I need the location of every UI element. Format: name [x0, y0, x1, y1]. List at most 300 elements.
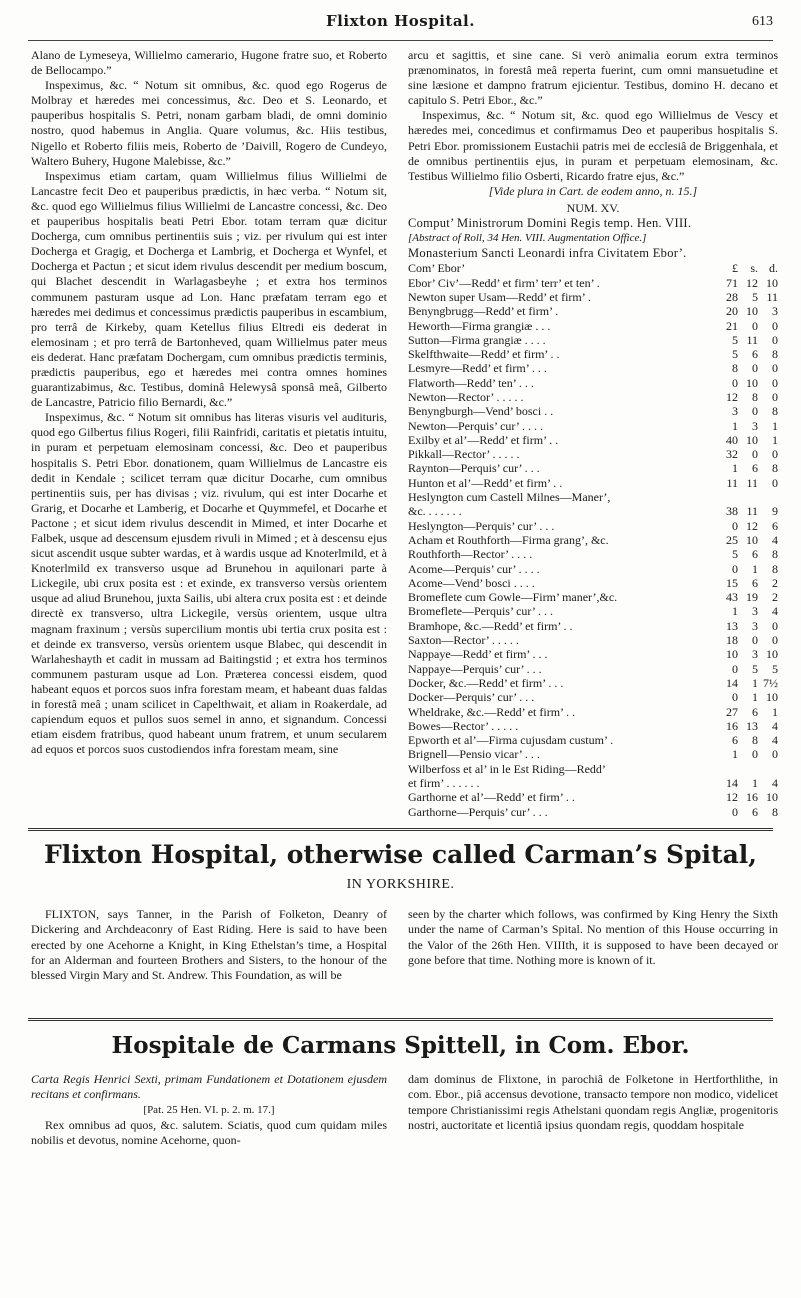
section1-title: Flixton Hospital, otherwise called Carman’s Spital,	[44, 840, 757, 869]
account-item-label: Wheldrake, &c.—Redd’ et firm’	[408, 704, 564, 719]
account-row	[408, 633, 778, 647]
account-pounds: 38	[726, 504, 738, 519]
account-item	[408, 662, 708, 676]
leader-dots: . . .	[521, 747, 540, 762]
account-item-label: Bromeflete cum Gowle—Firm’ maner’,&c.	[408, 590, 618, 605]
account-item-label: Benyngbrugg—Redd’ et firm’	[408, 304, 553, 319]
account-row	[408, 290, 778, 304]
account-row	[408, 776, 778, 790]
account-pence: 0	[772, 375, 778, 390]
section2-right-text	[408, 1072, 778, 1133]
account-item	[408, 361, 708, 375]
account-pounds: 40	[726, 432, 738, 447]
account-shillings: 0	[752, 318, 758, 333]
pounds-header: £	[732, 261, 738, 276]
account-pence: 1	[772, 432, 778, 447]
account-item	[408, 776, 708, 790]
account-pounds: 1	[732, 747, 738, 762]
leader-dots: .	[584, 289, 591, 304]
accounts-body	[408, 276, 778, 819]
account-row	[408, 476, 778, 490]
account-item-label: Epworth et al’—Firma cujusdam custum’	[408, 733, 608, 748]
account-row	[408, 376, 778, 390]
account-pence: 0	[772, 747, 778, 762]
left-paragraph: Inspeximus, &c. “ Notum sit omnibus has literas visuris vel audituris, quod ego Gilbertus filius Rogeri, filii Rainfridi, caritatis et pietatis intuitu, in puram et perpetuam elemosinam concessi, &c. Deo et pauperibus hospitalis S. Petri Ebor. donationem, quam Willielmus de Lancastre eis dedit in Kendale ; scilicet terram quæ dicitur Docarhe, cum omnibus pertinentiis suis, per has divisas ; viz. rivulum, qui est inter Docarhe et Grarig, et Docarhe et Lamberig, et Docarhe et Quymmefel, et Docarhe et Pactone ; et sicut idem rivulus descendit in Mimed, et inter Docarhe et Falbek, usque ad descensum ejusdem rivuli in Mimed ; et à descensu ejus sicut ascendit usque subter wardas, et à wardis usque ad Knoterlmild, et à Knoterlmild ex transverso usque ad Brunehou in aquilonari parte à Lickegile, ubi crux posita est : et exinde, ex transverso versùs orientem usque ad aliud Brunehou, juxta Sailis, ubi altera crux posita est : et deinde directè ex transverso, ultra Lickegile, versùs orientem, usque ultra magnam fraxinum ; versùs supercilium montis ubi tertia crux posita est : et deinde ex transverso, versùs orientem usque Blabec, qui descendit in Warlaheshayth et cadit in mussam ad Baitingstid ; et extra hos terminos communem pasturam usque ad Lon. Præterea concessi eisdem, quod habeant equos et porcos suos infra forestam meam, et habeant duas faldas in forestâ meâ ; unam scilicet in Capelthwait, et aliam in Roakerdale, ad capiendum equos et pullos suos semel in anno, et signandum. Concessi etiam eisdem fratribus, quod habeant unum fratrem, et unum secularem ad equos et porcos suos custodiendos infra forestam meam, sine	[31, 410, 387, 757]
account-pounds: 11	[726, 475, 738, 490]
account-pounds: 18	[726, 633, 738, 648]
account-row	[408, 690, 778, 704]
account-item	[408, 676, 708, 690]
account-item-label: Newton super Usam—Redd’ et firm’	[408, 289, 585, 304]
account-pence: 9	[772, 504, 778, 519]
account-item-label: Brignell—Pensio vicar’	[408, 747, 522, 762]
account-row	[408, 762, 778, 776]
account-item	[408, 690, 708, 704]
account-pence: 0	[772, 618, 778, 633]
account-pence: 10	[766, 275, 778, 290]
account-item	[408, 404, 708, 418]
account-row	[408, 519, 778, 533]
account-pence: 10	[766, 690, 778, 705]
account-pounds: 10	[726, 647, 738, 662]
account-pence	[758, 490, 778, 504]
account-pounds: 0	[732, 561, 738, 576]
account-row	[408, 504, 778, 518]
account-pounds: 12	[726, 389, 738, 404]
left-paragraph: Inspeximus, &c. “ Notum sit omnibus, &c. quod ego Rogerus de Molbray et hæredes mei concessimus, &c. Deo et S. Leonardo, et pauperibus hospitalis S. Petri, nonam garbam bladi, de omni dominio nostro, quod habemus in Anglia. Quare volumus, &c. Hiis testibus, Nigello et Roberto filiis meis, Roberto de ’Daivill, Rogero de Cundeyo, Waltero Buhery, Hugone Malebisse, &c.”	[31, 78, 387, 168]
num-heading: NUM. XV.	[566, 200, 620, 215]
account-item	[408, 790, 708, 804]
account-pounds: 0	[732, 518, 738, 533]
account-shillings: 10	[746, 304, 758, 319]
account-pence: 0	[772, 318, 778, 333]
charter-text-cont: dam dominus de Flixtone, in parochiâ de Folketone in Hertforthlithe, in com. Ebor., piâ accensus devotione, transacto tempore non modico, videlicet tempore Christianissimi regis Athelstani quondam regis Angliæ, progenitoris nostri, auctoritate et licentiâ ipsius quondam regis, quoddam hospitale	[408, 1072, 778, 1132]
account-pence: 4	[772, 733, 778, 748]
account-item-label: Ebor’ Civ’—Redd’ et firm’ terr’ et ten’	[408, 275, 594, 290]
account-pence: 10	[766, 647, 778, 662]
charter-caption: Carta Regis Henrici Sexti, primam Fundationem et Dotationem ejusdem recitans et confirmans.	[31, 1072, 387, 1102]
account-item-label: Nappaye—Perquis’ cur’	[408, 661, 524, 676]
account-item-label: &c.	[408, 504, 426, 519]
account-pounds: 1	[732, 461, 738, 476]
leader-dots: . .	[560, 618, 573, 633]
leader-dots: . . . . .	[488, 718, 519, 733]
account-pounds: 0	[732, 375, 738, 390]
account-item	[408, 576, 708, 590]
account-item	[408, 519, 708, 533]
section-divider	[28, 828, 773, 831]
account-item-label: et firm’	[408, 776, 444, 790]
account-item	[408, 333, 708, 347]
leader-dots: . . .	[528, 361, 547, 376]
leader-dots: .	[607, 733, 614, 748]
account-item-label: Nappaye—Redd’ et firm’	[408, 647, 530, 662]
account-shillings: 13	[746, 718, 758, 733]
account-shillings: 0	[752, 361, 758, 376]
account-item-label: Exilby et al’—Redd’ et firm’	[408, 432, 547, 447]
account-shillings: 1	[752, 675, 758, 690]
account-row	[408, 676, 778, 690]
account-item-label: Newton—Perquis’ cur’	[408, 418, 519, 433]
account-pounds: 16	[726, 718, 738, 733]
account-pence: 0	[772, 447, 778, 462]
account-item	[408, 476, 708, 490]
leader-dots: .	[552, 304, 559, 319]
account-item	[408, 276, 708, 290]
page-number: 613	[752, 14, 773, 29]
account-item	[408, 433, 708, 447]
account-pence: 0	[772, 475, 778, 490]
account-item-label: Acome—Perquis’ cur’	[408, 561, 516, 576]
account-row	[408, 433, 778, 447]
account-shillings: 0	[752, 747, 758, 762]
account-item-label: Docker, &c.—Redd’ et firm’	[408, 675, 546, 690]
flixton-paragraph-cont: seen by the charter which follows, was confirmed by King Henry the Sixth under the name of Carman’s Spital. No mention of this House occurring in the Valor of the 26th Hen. VIIIth, it is supposed to have been decayed or gone before that time. Nothing more is known of it.	[408, 907, 778, 967]
account-pounds: 43	[726, 590, 738, 605]
leader-dots: . . . .	[518, 418, 543, 433]
account-shillings	[738, 490, 758, 504]
leader-dots: . .	[550, 475, 563, 490]
leader-dots: . .	[546, 432, 559, 447]
account-pence: 4	[772, 718, 778, 733]
account-shillings: 5	[752, 289, 758, 304]
account-pounds	[708, 490, 738, 504]
account-shillings: 0	[752, 447, 758, 462]
account-item-label: Pikkall—Rector’	[408, 447, 490, 462]
account-item	[408, 747, 708, 761]
account-pounds: 0	[732, 804, 738, 819]
account-shillings: 8	[752, 733, 758, 748]
account-item-label: Bramhope, &c.—Redd’ et firm’	[408, 618, 561, 633]
account-item	[408, 447, 708, 461]
account-pounds: 5	[732, 347, 738, 362]
account-shillings: 10	[746, 532, 758, 547]
leader-dots: .	[593, 275, 600, 290]
account-shillings: 1	[752, 690, 758, 705]
right-column	[408, 48, 778, 819]
account-item-label: Garthorne—Perquis’ cur’	[408, 804, 530, 819]
account-item-label: Wilberfoss et al’ in le Est Riding—Redd’	[408, 761, 606, 776]
account-shillings: 0	[752, 404, 758, 419]
account-row	[408, 304, 778, 318]
account-row	[408, 562, 778, 576]
account-item	[408, 733, 708, 747]
account-row	[408, 533, 778, 547]
right-paragraph: Inspeximus, &c. “ Notum sit, &c. quod ego Willielmus de Vescy et hæredes mei, concedimus et confirmamus Deo et pauperibus hospitalis S. Petri Ebor. promissionem Eustachii patris mei de ecclesiâ de Briggenhala, et de omnibus pertinentiis ejus, in puram et perpetuam elemosinam, &c. Testibus Willielmo filio Osberti, Ricardo fratre ejus, &c.”	[408, 108, 778, 183]
account-pence: 8	[772, 347, 778, 362]
account-item	[408, 547, 708, 561]
leader-dots: . . .	[534, 604, 553, 619]
account-pence: 0	[772, 389, 778, 404]
account-item	[408, 319, 708, 333]
monasterium-heading: Monasterium Sancti Leonardi infra Civitatem Ebor’.	[408, 246, 687, 261]
account-shillings: 6	[752, 347, 758, 362]
account-shillings: 12	[746, 275, 758, 290]
leader-dots: . . . .	[510, 575, 535, 590]
account-item-label: Flatworth—Redd’ ten’	[408, 375, 516, 390]
leader-dots: . . .	[545, 675, 564, 690]
account-pounds: 3	[732, 404, 738, 419]
right-intro: arcu et sagittis, et sine cane. Si verò animalia eorum extra terminos prænominatos, in forestâ meâ reperta fuerint, cum omni mansuetudine et sine læsione et dampno fratrum ejicientur. Testibus, domino H. decano et capitulo S. Petri Ebor., &c.”	[408, 48, 778, 108]
account-pounds: 21	[726, 318, 738, 333]
account-item-label: Garthorne et al’—Redd’ et firm’	[408, 790, 563, 805]
account-item	[408, 705, 708, 719]
account-shillings: 6	[752, 804, 758, 819]
section2-title: Hospitale de Carmans Spittell, in Com. Ebor.	[111, 1032, 690, 1059]
account-row	[408, 619, 778, 633]
account-shillings: 16	[746, 790, 758, 805]
account-row	[408, 447, 778, 461]
account-pence: 2	[772, 590, 778, 605]
leader-dots: . . . . . .	[443, 776, 480, 790]
account-shillings: 10	[746, 375, 758, 390]
left-column	[31, 48, 387, 757]
account-shillings: 3	[752, 604, 758, 619]
account-shillings: 3	[752, 418, 758, 433]
account-item	[408, 604, 708, 618]
account-item	[408, 805, 708, 819]
account-row	[408, 790, 778, 804]
leader-dots: . . . . . .	[425, 504, 462, 519]
section-divider	[28, 1018, 773, 1021]
account-shillings: 3	[752, 618, 758, 633]
charter-reference: [Pat. 25 Hen. VI. p. 2. m. 17.]	[143, 1103, 275, 1116]
account-item	[408, 347, 708, 361]
account-pence: 8	[772, 804, 778, 819]
leader-dots: . .	[563, 704, 576, 719]
account-pounds: 71	[726, 275, 738, 290]
account-row	[408, 361, 778, 375]
account-item-label: Lesmyre—Redd’ et firm’	[408, 361, 529, 376]
account-row	[408, 333, 778, 347]
account-shillings: 1	[752, 776, 758, 790]
account-shillings: 3	[752, 647, 758, 662]
account-pence: 8	[772, 461, 778, 476]
account-pounds	[708, 762, 738, 776]
account-item	[408, 290, 708, 304]
account-row	[408, 404, 778, 418]
account-item	[408, 533, 708, 547]
account-pounds: 6	[732, 733, 738, 748]
account-shillings: 6	[752, 575, 758, 590]
account-shillings: 12	[746, 518, 758, 533]
account-item	[408, 461, 708, 475]
account-pounds: 15	[726, 575, 738, 590]
account-row	[408, 576, 778, 590]
account-pence: 8	[772, 547, 778, 562]
account-item-label: Bowes—Rector’	[408, 718, 489, 733]
account-item-label: Bromeflete—Perquis’ cur’	[408, 604, 535, 619]
accounts-table	[408, 261, 778, 819]
account-pence: 4	[772, 776, 778, 790]
leader-dots: . . .	[529, 647, 548, 662]
account-shillings: 19	[746, 590, 758, 605]
header-rule	[28, 40, 773, 41]
account-shillings: 10	[746, 432, 758, 447]
account-row	[408, 419, 778, 433]
account-item-label: Heworth—Firma grangiæ	[408, 318, 533, 333]
account-pence: 4	[772, 532, 778, 547]
account-pence: 8	[772, 404, 778, 419]
account-pounds: 8	[732, 361, 738, 376]
leader-dots: . . .	[523, 661, 542, 676]
account-pounds: 5	[732, 332, 738, 347]
leader-dots: . . .	[529, 804, 548, 819]
account-shillings: 0	[752, 633, 758, 648]
account-row	[408, 604, 778, 618]
account-shillings: 5	[752, 661, 758, 676]
account-row	[408, 733, 778, 747]
account-pence: 0	[772, 633, 778, 648]
leader-dots: . .	[547, 347, 560, 362]
account-pence: 3	[772, 304, 778, 319]
account-pounds: 14	[726, 776, 738, 790]
account-pence: 5	[772, 661, 778, 676]
account-pounds: 0	[732, 690, 738, 705]
account-pounds: 28	[726, 289, 738, 304]
page-header	[0, 0, 801, 40]
charter-text: Rex omnibus ad quos, &c. salutem. Sciatis, quod cum quidam miles nobilis et devotus, nomine Acehorne, quon-	[31, 1117, 387, 1148]
leader-dots: . . .	[536, 518, 555, 533]
leader-dots: . . . .	[521, 332, 546, 347]
account-pounds: 32	[726, 447, 738, 462]
account-item	[408, 647, 708, 661]
account-row	[408, 705, 778, 719]
account-pounds: 20	[726, 304, 738, 319]
account-pounds: 25	[726, 532, 738, 547]
account-item	[408, 390, 708, 404]
account-pounds: 27	[726, 704, 738, 719]
account-pounds: 0	[732, 661, 738, 676]
account-item	[408, 633, 708, 647]
account-pounds: 1	[732, 418, 738, 433]
account-item-label: Heslyngton cum Castell Milnes—Maner’,	[408, 490, 611, 505]
account-pounds: 12	[726, 790, 738, 805]
account-pounds: 13	[726, 618, 738, 633]
comput-heading: Comput’ Ministrorum Domini Regis temp. Hen. VIII.	[408, 216, 692, 231]
account-item	[408, 719, 708, 733]
account-row	[408, 319, 778, 333]
account-item-label: Hunton et al’—Redd’ et firm’	[408, 475, 551, 490]
leader-dots: . . .	[532, 318, 551, 333]
leader-dots: . . .	[515, 375, 534, 390]
account-item	[408, 419, 708, 433]
account-pence: 2	[772, 575, 778, 590]
account-item-label: Routhforth—Rector’	[408, 547, 509, 562]
account-item-label: Skelfthwaite—Redd’ et firm’	[408, 347, 548, 362]
leader-dots: . . .	[516, 690, 535, 705]
account-item-label: Benyngburgh—Vend’ bosci	[408, 404, 542, 419]
account-shillings: 11	[746, 504, 758, 519]
leader-dots: . .	[562, 790, 575, 805]
flixton-paragraph: FLIXTON, says Tanner, in the Parish of Folketon, Deanry of Dickering and Archdeaconry of East Riding. Here is said to have been erected by one Acehorne a Knight, in King Ethelstan’s time, a Hospital for an Alderman and fourteen Brothers and Sisters, to the honour of the blessed Virgin Mary and St. Andrew. This Foundation, as will be	[31, 907, 387, 983]
account-shillings: 6	[752, 704, 758, 719]
left-paragraph: Inspeximus etiam cartam, quam Willielmus filius Willielmi de Lancastre fecit Deo et pauperibus prædictis, in hæc verba. “ Notum sit, &c. quod ego Willielmus filius Willielmi de Lancastre concessi, &c. Deo et pauperibus hospitalis beati Petri Ebor. totam terram quæ dicitur Docherga, cum omnibus pertinentiis suis ; viz. per rivulum qui est inter Docherga et Gragig, et Docherga et Lambrig, et Docherga et Wynfel, et Docherga et Pactun ; et sicut idem rivulus descendit per medium boscum, qui Blachet descendit in Warlagasbeyhe ; et extra hos terminos communem pasturam usque ad Lon. Hanc præfatam terram ego et hæredes mei dedimus et concessimus prædictis pauperibus in escambium, pro terrâ de Kirkeby, quam Ketellus filius Eltredi eis dederat in elemosinam ; et pro terrâ de Bartonheved, quam Willielmus pater meus eis dederat. Hanc præfatam Dochergam, cum omnibus prædictis terminis, prædictis pauperibus, ego et hæredes mei contra omnes homines guarantizabimus, &c. Testibus, dominâ Helewysâ sponsâ meâ, Gilberto de Lancastre, Patricio filio Bernardi, &c.”	[31, 168, 387, 410]
account-row	[408, 547, 778, 561]
shillings-header: s.	[750, 261, 758, 276]
account-row	[408, 347, 778, 361]
account-pence: 4	[772, 604, 778, 619]
account-item-label: Docker—Perquis’ cur’	[408, 690, 517, 705]
account-shillings	[738, 762, 758, 776]
account-item-label: Newton—Rector’	[408, 389, 494, 404]
account-row	[408, 647, 778, 661]
account-item	[408, 504, 708, 518]
account-pence: 11	[766, 289, 778, 304]
leader-dots: . . .	[521, 461, 540, 476]
account-item	[408, 376, 708, 390]
account-item-label: Raynton—Perquis’ cur’	[408, 461, 522, 476]
account-row	[408, 662, 778, 676]
account-item-label: Acham et Routhforth—Firma grang’, &c.	[408, 532, 609, 547]
account-row	[408, 747, 778, 761]
account-row	[408, 805, 778, 819]
account-item	[408, 619, 708, 633]
section1-right-text	[408, 907, 778, 968]
leader-dots: . . . . .	[488, 633, 519, 648]
account-row	[408, 490, 778, 504]
accounts-header-row	[408, 261, 778, 275]
leader-dots: . . . .	[515, 561, 540, 576]
account-shillings: 6	[752, 461, 758, 476]
section2-left-text	[31, 1072, 387, 1148]
left-paragraph: Alano de Lymeseya, Willielmo camerario, Hugone fratre suo, et Roberto de Bellocampo.”	[31, 48, 387, 78]
account-pounds: 5	[732, 547, 738, 562]
pence-header: d.	[769, 261, 778, 276]
account-pence	[758, 762, 778, 776]
abstract-note: [Abstract of Roll, 34 Hen. VIII. Augmentation Office.]	[408, 232, 647, 245]
account-item-label: Heslyngton—Perquis’ cur’	[408, 518, 537, 533]
account-pounds: 1	[732, 604, 738, 619]
account-row	[408, 390, 778, 404]
leader-dots: . .	[541, 404, 554, 419]
section1-left-text	[31, 907, 387, 983]
account-item	[408, 562, 708, 576]
account-pence: 10	[766, 790, 778, 805]
running-title: Flixton Hospital.	[326, 12, 475, 30]
account-shillings: 11	[746, 475, 758, 490]
account-item-label: Saxton—Rector’	[408, 633, 489, 648]
section1-subtitle: IN YORKSHIRE.	[346, 877, 455, 892]
leader-dots: . . . . .	[489, 447, 520, 462]
account-item	[408, 490, 708, 504]
county-label: Com’ Ebor’	[408, 261, 466, 276]
account-pence: 0	[772, 332, 778, 347]
account-row	[408, 590, 778, 604]
account-shillings: 11	[746, 332, 758, 347]
account-pence: 1	[772, 418, 778, 433]
account-item	[408, 590, 708, 604]
account-pence: 8	[772, 561, 778, 576]
account-pence: 0	[772, 361, 778, 376]
reference-note: [Vide plura in Cart. de eodem anno, n. 15.]	[488, 183, 698, 198]
account-pence: 7½	[763, 675, 778, 690]
account-row	[408, 719, 778, 733]
account-pence: 1	[772, 704, 778, 719]
account-item	[408, 304, 708, 318]
account-pounds: 14	[726, 675, 738, 690]
account-item-label: Acome—Vend’ bosci	[408, 575, 511, 590]
account-shillings: 1	[752, 561, 758, 576]
account-row	[408, 276, 778, 290]
account-shillings: 8	[752, 389, 758, 404]
account-item	[408, 762, 708, 776]
leader-dots: . . . .	[508, 547, 533, 562]
account-row	[408, 461, 778, 475]
account-item-label: Sutton—Firma grangiæ	[408, 332, 522, 347]
account-shillings: 6	[752, 547, 758, 562]
leader-dots: . . . . .	[493, 389, 524, 404]
